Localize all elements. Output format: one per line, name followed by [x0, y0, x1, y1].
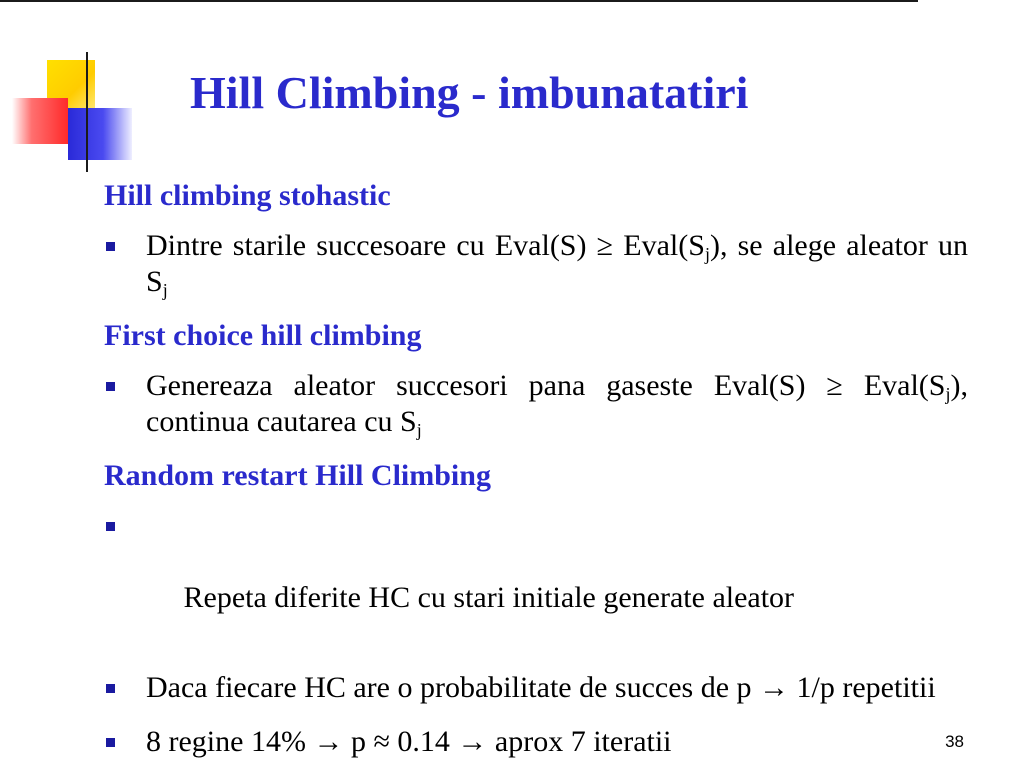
bullet-item	[104, 368, 968, 440]
page-number: 38	[945, 732, 964, 751]
bullet-item	[104, 670, 968, 706]
square-bullet-icon	[106, 738, 115, 747]
bullet-text: Dintre starile succesoare cu Eval(S) ≥ Eval(S	[146, 229, 705, 262]
slide-title: Hill Climbing - imbunatatiri	[190, 67, 749, 118]
vertical-rule	[86, 52, 88, 172]
subscript: j	[416, 420, 422, 440]
bullet-text: Daca fiecare HC are o probabilitate de succes de p → 1/p repetitii	[146, 671, 936, 704]
subscript: j	[162, 280, 168, 300]
bullet-text: 8 regine 14% → p ≈ 0.14 → aprox 7 iteratii	[146, 725, 672, 758]
square-bullet-icon	[106, 382, 115, 391]
bullet-item	[104, 724, 968, 760]
slide-content	[104, 178, 968, 778]
section-heading-random-restart: Random restart Hill Climbing	[104, 459, 491, 492]
bullet-text: ), se alege aleator un S	[146, 229, 968, 298]
bullet-item	[104, 228, 968, 300]
square-bullet-icon	[106, 684, 115, 693]
subscript: j	[945, 384, 951, 404]
square-bullet-icon	[106, 242, 115, 251]
bullet-text: ), continua cautarea cu S	[146, 369, 968, 438]
blue-square-shape	[68, 108, 132, 160]
red-square-shape	[12, 98, 68, 144]
section-heading-first-choice: First choice hill climbing	[104, 319, 422, 352]
bullet-text: Repeta diferite HC cu stari initiale generate aleator	[176, 581, 795, 614]
subscript: j	[704, 244, 710, 264]
section-heading-stohastic: Hill climbing stohastic	[104, 179, 391, 212]
decorative-logo	[0, 0, 150, 180]
bullet-item	[104, 508, 968, 652]
square-bullet-icon	[106, 522, 115, 531]
bullet-text: Genereaza aleator succesori pana gaseste Eval(S) ≥ Eval(S	[146, 369, 946, 402]
